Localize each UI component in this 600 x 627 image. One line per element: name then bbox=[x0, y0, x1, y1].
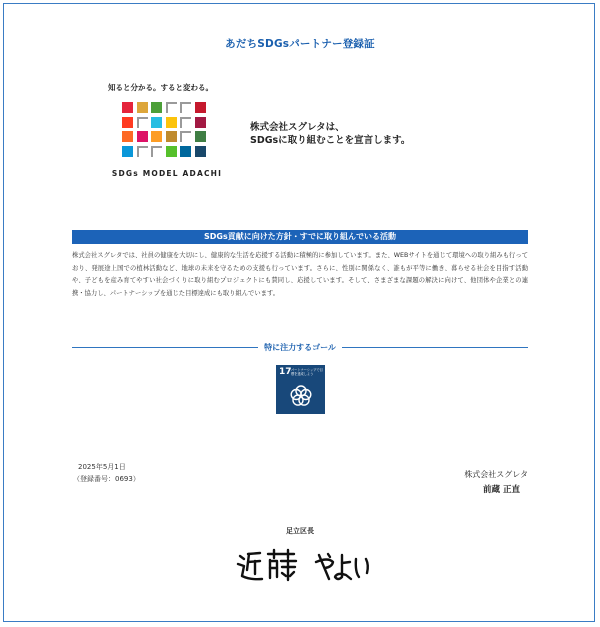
logo-grid-cell bbox=[137, 102, 148, 113]
logo-grid-cell bbox=[195, 131, 206, 142]
logo-model-name: SDGs MODEL ADACHI bbox=[111, 169, 223, 178]
issue-date: 2025年5月1日 bbox=[78, 463, 126, 471]
declaration-line-2: SDGsに取り組むことを宣言します。 bbox=[250, 135, 411, 146]
logo-grid-cell bbox=[137, 146, 148, 157]
logo-grid-cell bbox=[122, 117, 133, 128]
logo-grid-cell bbox=[195, 117, 206, 128]
sdgs-model-adachi-logo bbox=[108, 82, 228, 182]
logo-grid-cell bbox=[166, 102, 177, 113]
goal-number: 17 bbox=[279, 367, 292, 377]
goals-heading: 特に注力するゴール bbox=[264, 343, 336, 352]
representative-name: 前蔵 正直 bbox=[483, 485, 520, 495]
activities-text: 株式会社スグレタでは、社員の健康を大切にし、健康的な生活を応援する活動に積極的に参加しています。また、WEBサイトを通じて環境への取り組みも行っており、発展途上国での植林活動など、地球の未来を守るための支援も行っています。さらに、性別に関係なく、誰もが平等に働き、暮らせる社会を目指す活動や、子どもを産み育てやすい社会づくりに取り組むプロジェクトにも賛同し、応援しています。そして、さまざまな課題の解決に向けて、他団体や企業との連携・協力し、パートナーシップを通じた目標達成にも取り組んでいます。 bbox=[72, 252, 528, 297]
logo-grid-cell bbox=[166, 146, 177, 157]
logo-grid-cell bbox=[195, 102, 206, 113]
logo-grid-cell bbox=[151, 131, 162, 142]
logo-grid-cell bbox=[137, 131, 148, 142]
logo-grid-cell bbox=[166, 117, 177, 128]
mayor-signature bbox=[232, 546, 372, 586]
logo-grid-cell bbox=[137, 117, 148, 128]
logo-grid-cell bbox=[180, 146, 191, 157]
logo-color-grid bbox=[122, 102, 212, 162]
certificate-title: あだちSDGsパートナー登録証 bbox=[225, 38, 375, 50]
logo-grid-cell bbox=[151, 117, 162, 128]
mayor-title: 足立区長 bbox=[286, 527, 314, 535]
logo-grid-cell bbox=[151, 102, 162, 113]
partnership-flower-icon bbox=[288, 383, 314, 409]
section-heading: SDGs貢献に向けた方針・すでに取り組んでいる活動 bbox=[72, 230, 528, 244]
logo-grid-cell bbox=[195, 146, 206, 157]
registration-number: （登録番号：0693） bbox=[73, 475, 140, 483]
logo-grid-cell bbox=[122, 131, 133, 142]
goal-label: パートナーシップで目標を達成しよう bbox=[291, 368, 323, 376]
logo-grid-cell bbox=[151, 146, 162, 157]
declaration bbox=[250, 121, 410, 147]
logo-grid-cell bbox=[180, 102, 191, 113]
logo-grid-cell bbox=[180, 117, 191, 128]
logo-grid-cell bbox=[166, 131, 177, 142]
company-name: 株式会社スグレタ bbox=[464, 470, 528, 479]
logo-grid-cell bbox=[180, 131, 191, 142]
logo-grid-cell bbox=[122, 146, 133, 157]
logo-grid-cell bbox=[122, 102, 133, 113]
sdg-goal-17-icon bbox=[276, 365, 325, 414]
logo-tagline: 知ると分かる。すると変わる。 bbox=[108, 83, 213, 92]
declaration-line-1: 株式会社スグレタは、 bbox=[250, 122, 345, 133]
